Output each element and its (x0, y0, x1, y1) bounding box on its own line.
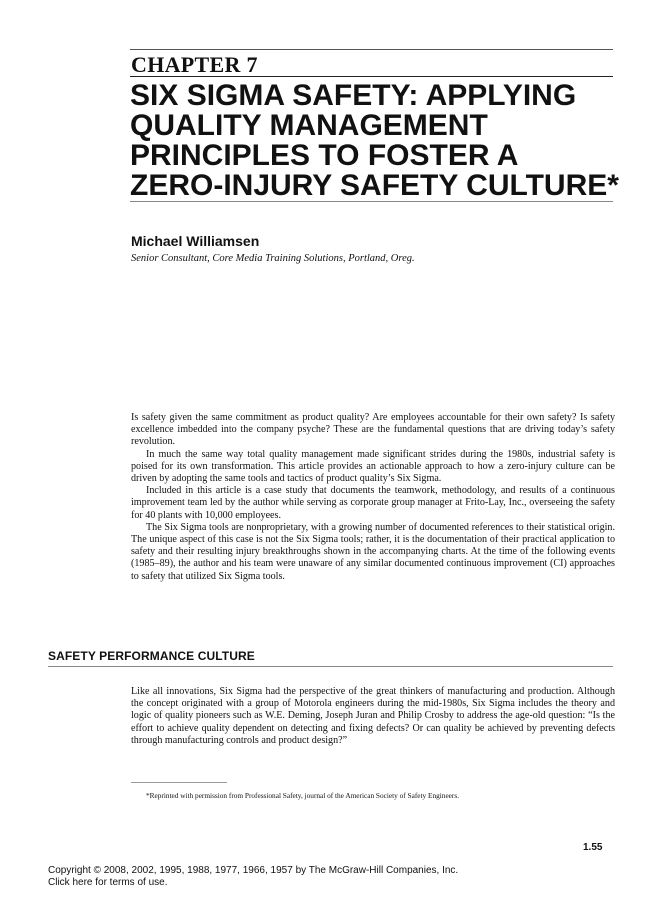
footnote-rule (131, 782, 227, 783)
chapter-top-rule (130, 49, 613, 50)
chapter-title-line: QUALITY MANAGEMENT (130, 109, 488, 142)
chapter-title (130, 81, 630, 201)
section-heading: SAFETY PERFORMANCE CULTURE (48, 649, 255, 663)
body-paragraph: Included in this article is a case study that documents the teamwork, methodology, and results of a continuous improvement team led by the author while serving as corporate group manager at Frito-Lay, Inc., overseeing the safety for 40 plants with 10,000 employees. (131, 485, 615, 521)
terms-of-use-link[interactable]: Click here for terms of use. (48, 877, 168, 888)
body-paragraph: The Six Sigma tools are nonproprietary, with a growing number of documented references to their statistical origin. The unique aspect of this case is not the Six Sigma tools; rather, it is the documentation of their practical application to safety and their resulting injury breakthroughs shown in the accompanying charts. At the time of the following events (1985–89), the author and his team were unaware of any similar documented continuous improvement (CI) approaches to safety that utilized Six Sigma tools. (131, 521, 615, 582)
chapter-title-line: PRINCIPLES TO FOSTER A (130, 139, 519, 172)
section-heading-rule (48, 666, 613, 667)
chapter-title-line: SIX SIGMA SAFETY: APPLYING (130, 79, 577, 112)
intro-text (131, 412, 615, 583)
author-affiliation: Senior Consultant, Core Media Training Solutions, Portland, Oreg. (131, 253, 415, 264)
chapter-label-rule (130, 76, 613, 77)
body-paragraph: Is safety given the same commitment as product quality? Are employees accountable for their own safety? Is safety excellence imbedded into the company psyche? These are the fundamental questions that are driving today’s safety revolution. (131, 412, 615, 448)
copyright-notice (48, 865, 458, 889)
body-paragraph: In much the same way total quality management made significant strides during the 1980s, industrial safety is poised for its own transformation. This article provides an actionable approach to how a zero-injury culture can be driven by adopting the same tools and tactics of product quality’s Six Sigma. (131, 448, 615, 485)
body-paragraph: Like all innovations, Six Sigma had the perspective of the great thinkers of manufacturing and production. Although the concept originated with a group of Motorola engineers during the mid-1980s, Six Sigma includes the theory and logic of quality pioneers such as W.E. Deming, Joseph Juran and Philip Crosby to address the age-old question: “Is the effort to achieve quality dependent on detecting and fixing defects? Or can quality be achieved by preventing defects through manufacturing controls and product design?” (131, 686, 615, 746)
author-name: Michael Williamsen (131, 233, 260, 249)
copyright-line: Copyright © 2008, 2002, 1995, 1988, 1977, 1966, 1957 by The McGraw-Hill Companies, Inc. (48, 865, 459, 876)
section-text (131, 686, 615, 747)
chapter-title-rule (130, 201, 613, 202)
chapter-label: CHAPTER 7 (131, 52, 258, 77)
footnote: *Reprinted with permission from Professional Safety, journal of the American Society of Safety Engineers. (146, 791, 460, 800)
page-number: 1.55 (583, 842, 603, 853)
chapter-title-line: ZERO-INJURY SAFETY CULTURE* (130, 169, 619, 202)
